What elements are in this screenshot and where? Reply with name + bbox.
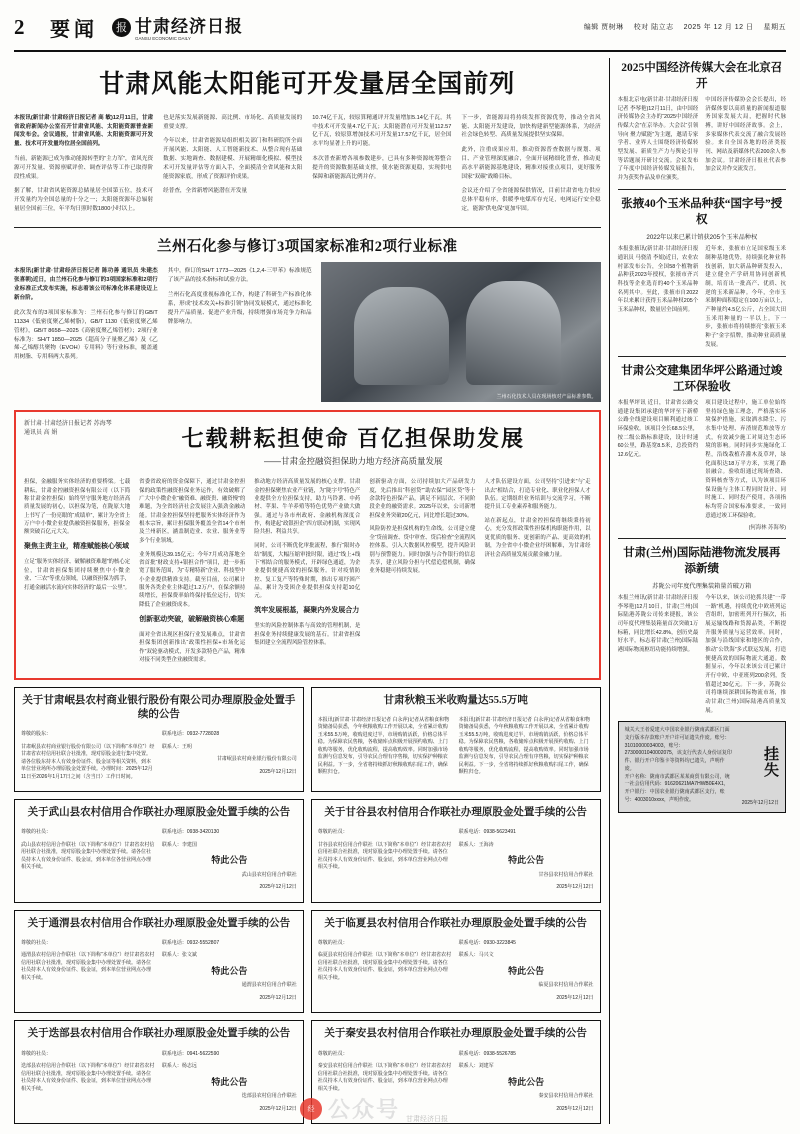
notice-body: 临夏县农村信用合作联社（以下简称“本单位”）经甘肃省农村信用社联合社批准，现对原股金集中办理处置手续。请各位社员持本人有效身份证件、股金证，到本单位营业网点办理相关手续。 — [317, 952, 452, 981]
right-byline: (何海林 苏海琴) — [748, 525, 786, 532]
notice-title: 关于秦安县农村信用合作联社办理原股金处置手续的公告 — [324, 1028, 587, 1040]
notice-body: 甘谷县农村信用合作联社（以下简称“本单位”）经甘肃省农村信用社联合社批准，现对原股金集中办理处置手续。请各位社员持本人有效身份证件、股金证，到本单位营业网点办理相关手续。 — [317, 841, 452, 871]
notice-contact: 联系电话：0938-5526785 — [458, 1050, 516, 1057]
notice-signer: 秦安县农村信用合作联社 — [538, 1093, 594, 1100]
right-body-2: 项目建设过程中，施工单位始终坚持绿色施工理念，严格落实环境保护措施，采取洒水降尘、污水集中处理、弃渣规范堆放等方式，有效减少施工对周边生态环境的影响。同时同步实施绿化工程，沿线栽植乔灌木及草坪，绿化面积达18万平方米，实现了路景融合。验收组通过现场查勘、资料核查等方式，认为该项目环保设施与主体工程同时设计、同时施工、同时投产使用，各项指标均符合国家标准要求，一致同意通过竣工环保验收。 — [705, 400, 786, 519]
lead-paragraph: 10.74亿千瓦，较原算精通评开发量增加5.14亿千瓦，其中技术可开发量4.7亿千瓦；太阳能潜在可开发量112.57亿千瓦，较原算增加技术可开发量17.57亿千瓦，居全国水平均显著上升的可能。 — [312, 114, 452, 148]
lead-paragraph: 此外，注重成果应用，推动资源普查数据与规划、项目、产业管理深度融合，全面开展精细化普查，推动更高水平新能源基地建设，精准对接重点项目，更好服务国家“双碳”战略目标。 — [461, 147, 601, 180]
notice-contact: 联系电话：0932-5552807 — [161, 939, 220, 946]
notice-title: 关于临夏县农村信用合作联社办理原股金处置手续的公告 — [324, 917, 587, 929]
right-article — [618, 364, 786, 531]
divider — [618, 189, 786, 190]
lead-paragraph: 今年以来，甘肃省能源局组织相关部门和科研院所全面开展风能、太阳能、人工智能新技术、从整合现有基础数据、实地调查、数据建模、开展精细化模拟、模型技术可开发量评估等方面入手，全面摸清全省风能和太阳能资源家底，形成了资源评价成果。 — [163, 138, 303, 180]
watermark-logo-icon: 经 — [300, 1098, 322, 1120]
lead-paragraph: 经普查，全省新增风能潜在开发量 — [163, 188, 248, 195]
feature-paragraph: 人才队伍建设方面，公司坚持“引进来”与“走出去”相结合，打造专业化、职业化担保人才队伍。定期组织业务培训与交流学习，不断提升员工专业素养和服务能力。 — [484, 479, 591, 511]
notice-row-3 — [14, 910, 601, 1014]
lead-paragraph: 也是落实发展新能源、高比例、市场化、高质量发展的重要支撑。 — [163, 114, 303, 130]
notice-salutation: 尊敬的社员： — [21, 1050, 52, 1057]
notice-salutation: 尊敬的社员： — [317, 1050, 348, 1057]
watermark — [300, 1093, 448, 1124]
lead-body — [14, 108, 601, 220]
right-subheadline: 2022年以来已累计销获205个玉米品种权 — [646, 234, 758, 242]
notice-cap: 特此公告 — [508, 1076, 545, 1087]
notice-signer: 武山县农村信用合作联社 — [241, 871, 297, 878]
feature-body — [24, 473, 591, 670]
right-body-2: 中国经济传媒协会会长提出，经济媒体要以高质量的新闻报道服务国家发展大局，把握时代脉搏，讲好中国经济故事。会上，多家媒体代表交流了融合发展经验。来自全国各地的经济类报刊、网站及新媒体代表200余人参加会议。甘肃经济日报社代表参加会议并作交流发言。 — [705, 97, 786, 173]
feature-title: 七载耕耘担使命 百亿担保助发展 — [181, 425, 526, 451]
right-body-2: 近年来，张掖市立足国家级玉米制种基地优势，持续强化种业科技创新，加大新品种研发投入，建立健全产学研用协同创新机制，培育出一批高产、优质、抗逆的玉米新品种。今年，全市玉米制种面积稳定在100万亩以上，产种量约4.5亿公斤，占全国大田玉米用种量的一半以上。下一步，张掖市将持续擦亮“张掖玉米种子”金字招牌，推动种业高质量发展。 — [705, 246, 786, 348]
notice-contact-person: 联系人：王海涛 — [458, 841, 494, 848]
notice-title: 关于武山县农村信用合作联社办理原股金处置手续的公告 — [27, 807, 291, 819]
notice-date: 2025年12月12日 — [259, 1105, 297, 1112]
issue-weekday: 星期五 — [763, 24, 786, 31]
masthead-credits — [584, 22, 786, 32]
lead-paragraph: 本次普查新增各项参数建步，已具有多种资源统筹整合提升的资源数据基础支撑，使水能资源更稳，实现供电保障和新能源高比例并存。 — [312, 155, 452, 180]
feature-paragraph: 担保，金融服务实体经济的重要桥梁。七载耕耘，甘肃金控融资担保有限公司（以下简称甘肃金控担保）始终坚守服务地方经济高质量发展的初心，以担保为笔，在陇原大地上书写了一份亮眼的“成绩单”，累计为全省上万户中小微企业提供融资担保服务，担保金额突破百亿元大关。 — [24, 479, 131, 536]
second-paragraph: 本报讯(新甘肃·甘肃经济日报记者 陈功善 通讯员 朱建杰 张喜朝)近日，由兰州石化参与修订的3项国家标准和2项行业标准正式发布实施，标志着该公司标准化体系建设迈上新台阶。 — [14, 268, 158, 302]
second-paragraph: 其中，修订的SH/T 1773—2025《1,2,4-三甲苯》标准规范了该产品的技术指标和试验方法。 — [167, 268, 312, 284]
watermark-text: 公众号 — [328, 1097, 401, 1122]
feature-section-text: 面对全省出现区担保行业发展难点，甘肃省担保集团创新推出“政策性担保+市场化运作”双轮驱动模式，开发多款特色产品，精准对接不同类型企业融资需求。 — [139, 631, 246, 663]
second-paragraph: 此次发布的3项国家标准为：兰州石化参与修订的GB/T 11334《低密度聚乙烯树脂》，GB/T 1130《低密度聚乙烯管材》，GB/T 8658—2025《高密度聚乙烯管材》；2项行业标准为：SH/T 1850—2025《超高分子量聚乙烯》及《乙烯-乙烯醇共聚物（EVOH）专用料》等行业标准，覆盖通用树脂、专用料两大系列。 — [14, 309, 158, 361]
notice-signer: 甘肃岷县农村商业银行股份有限公司 — [216, 756, 297, 763]
page-number: 2 — [14, 14, 25, 39]
feature-article — [14, 410, 601, 680]
proof-credit: 校对 陆立志 — [633, 24, 674, 31]
notice-contact-person: 联系人：王明 — [161, 743, 192, 750]
feature-paragraph: 推动地方经济高质量发展的核心支撑。甘肃金控担保聚焦农业产业链，为“陇字号”特色产业提供全方位担保支持，助力马铃薯、中药材、苹果、牛羊养殖等特色优势产业做大做强。通过与各市州政府、金融机构深度合作，构建起“政银担企”四方联动机制，实现风险共担、利益共享。 — [254, 479, 361, 536]
feature-paragraph: 同时，公司不断优化审批流程，推行“限时办结”制度，大幅压缩审批时限，通过“线上+线下”相结合的服务模式，开辟绿色通道，为企业提供便捷高效的担保服务。针对疫情防控、复工复产等特殊时期，推出专项纾困产品，累计为受困企业提供担保支持超10亿元。 — [254, 543, 361, 600]
notice-contact-person: 联系人：李建国 — [161, 841, 197, 848]
notice-body: 武山县农村信用合作联社（以下简称“本单位”）甘肃省农村信用社联合社批准，现对原股金集中办理处置手续。请各位社员持本人有效身份证件、股金证，到本单位各营业网点办理相关手续。 — [21, 841, 155, 871]
right-headline: 甘肃公交建集团华坪公路通过竣工环保验收 — [621, 365, 783, 393]
notice-salutation: 尊敬的社员： — [21, 829, 52, 836]
feature-paragraph: 站在新起点，甘肃金控担保将继续秉持初心，充分发挥政策性担保机构职能作用，以更优质的服务、更创新的产品、更高效的机制，为全省中小微企业纾困解难，为甘肃经济社会高质量发展贡献金融力量。 — [484, 518, 591, 558]
ad-text-2: 开户名称：陇南市武都区某某商贸有限公司，统一社会信用代码：91620621MA7HWB0E4X1，开户银行：中国农业银行陇南武都区支行，账号：4003010xxxx，声明作废。 — [624, 773, 730, 803]
right-body: 本报华坪讯 近日，甘肃省公路交通建设集团承建的华坪至下新桥公路全线建设项目顺利通过竣工环保验收。该项目全长68.5公里，按二级公路标准建设，设计时速60公里，路基宽8.5米，总投资约12.6亿元。 — [617, 400, 699, 459]
feature-subtitle: ——甘肃金控融资担保助力地方经济高质量发展 — [264, 455, 443, 466]
notice-row-2 — [14, 799, 601, 903]
right-body: 本报张掖讯(新甘肃·甘肃经济日报通讯员 马骁清 李娟)近日，农业农村部发布公告，全国58个植物新品种获2023年授权，张掖市齐兴科技等企业选育的40个玉米品种名列其中。至此，张掖市自2022年以来累计获得玉米品种权205个玉米品种权，数量居全国前列。 — [617, 246, 699, 313]
feature-paragraph: 风险防控是担保机构的生命线。公司建立健全“贷前调查、贷中审查、贷后检查”全流程风控体系，引入大数据风控模型，提升风险识别与预警能力。同时加强与合作银行的信息共享，建立风险分担与代偿追偿机制，确保业务稳健可持续发展。 — [369, 526, 476, 575]
ad-date: 2025年12月12日 — [741, 800, 779, 807]
notice-salutation: 尊敬的社员： — [317, 829, 348, 836]
notice-card — [14, 687, 304, 792]
lead-paragraph: 本报讯(新甘肃·甘肃经济日报记者 高 敏)12月11日，甘肃省政府新闻办公室召开甘肃省风能、太阳能资源普查新闻发布会。会议通报，甘肃省风能、太阳能资源可开发量、技术可开发量均位居全国前列。 — [14, 114, 154, 148]
paper-name: 甘肃经济日报 — [135, 17, 243, 37]
article-photo — [321, 262, 601, 402]
notice-title: 关于甘肃岷县农村商业银行股份有限公司办理原股金处置手续的公告 — [22, 694, 296, 720]
watermark-small-text: 甘肃经济日报 — [406, 1116, 449, 1123]
right-article — [618, 546, 786, 715]
divider — [618, 356, 786, 357]
issue-date: 2025 年 12 月 12 日 — [683, 24, 754, 31]
notice-title: 关于通渭县农村信用合作联社办理原股金处置手续的公告 — [27, 917, 291, 929]
feature-paragraph: 创新驱动方面，公司持续加大产品研发力度，先后推出“科创贷”“助农保”“园区贷”等十余款特色担保产品，满足不同层次、不同阶段企业的融资需求。2025年以来，公司新增担保业务突破20亿元，同比增长超过30%。 — [369, 479, 476, 519]
second-paragraph: 兰州石化高度重视标准化工作，构建了科研生产标准化体系，形成“技术攻关+标准引领”协同发展模式，通过标准化提升产品质量、促进产业升级，持续增强市场竞争力和品牌影响力。 — [167, 291, 312, 325]
notice-signer: 通渭县农村信用合作联社 — [241, 982, 297, 989]
grain-article — [311, 687, 601, 792]
ad-char-1: 挂 — [763, 747, 779, 764]
notice-date: 2025年12月12日 — [259, 994, 297, 1001]
notice-title: 关于迭部县农村信用合作联社办理原股金处置手续的公告 — [27, 1028, 291, 1040]
right-headline: 张掖40个玉米品种获“国字号”授权 — [621, 198, 783, 226]
lost-notice-ad — [618, 721, 786, 813]
grain-body: 本报讯(新甘肃·甘肃经济日报记者 白永萍)记者从省粮食和物资储备局获悉，今年秋粮收购工作开展以来，全省累计收购玉米55.5万吨，收购进度过半，市场购销活跃，价格总体平稳。为保障农民售粮，各收储库点积极开展预约收购、上门收购等服务，优化收购流程，提高收购效率。同时加强市场监测与信息发布，引导农民合理有序售粮，切实保护种粮农民利益。下一步，全省将持续抓好秋粮收购扫尾工作，确保颗粒归仓。 — [317, 716, 450, 776]
notice-body: 迭部县农村信用合作联社（以下简称“本单位”）经甘肃省农村信用社联合社批准，现对原股金集中办理处置手续。请各位社员持本人有效身份证件、股金证，到本单位营业网点办理相关手续。 — [21, 1063, 155, 1092]
notice-cap: 特此公告 — [211, 965, 248, 976]
feature-section-text: 立足“服务实体经济、破解融资难题”的核心定位，甘肃省担保集团持续聚焦中小微企业、“三农”等重点领域，以融资担保为抓手，打通金融活水流向实体经济的“最后一公里”。 — [24, 559, 131, 591]
notice-signer: 迭部县农村信用合作联社 — [241, 1093, 297, 1100]
notice-body: 甘肃岷县农村商业银行股份有限公司（以下简称“本单位”）经甘肃省农村信用社联合社批准，现对原股金进行集中处置。请各位股东持本人有效身份证件、股金证等相关资料，到本单位营业场所办理原股金处置手续。办理时间：2025年12月11日至2026年1月17日之间（含当日）工作日时间。 — [21, 743, 155, 780]
grain-body-2: 本报讯(新甘肃·甘肃经济日报记者 白永萍)记者从省粮食和物资储备局获悉，今年秋粮收购工作开展以来，全省累计收购玉米55.5万吨，收购进度过半，市场购销活跃，价格总体平稳。为保障农民售粮，各收储库点积极开展预约收购、上门收购等服务，优化收购流程，提高收购效率。同时加强市场监测与信息发布，引导农民合理有序售粮，切实保护种粮农民利益。下一步，全省将持续抓好秋粮收购扫尾工作，确保颗粒归仓。 — [458, 716, 591, 776]
feature-kicker: 新甘肃·甘肃经济日报记者 苏海琴 — [24, 420, 112, 427]
notice-row-1 — [14, 687, 601, 792]
right-body: 本报兰州讯(新甘肃·甘肃经济日报 李琴艳)12月10日，甘肃(兰州)国际陆港苏陇公司传来捷报，该公司年度代理集装箱量首次突破1万标箱，同比增长42.8%，创历史最好水平，标志着甘肃(兰州)国际陆港国际物流枢纽功能持续增强。 — [617, 595, 699, 654]
feature-section-heading: 聚焦主责主业，精准赋能核心领域 — [24, 543, 129, 551]
notice-date: 2025年12月12日 — [556, 884, 594, 891]
notice-contact: 联系电话：0938-3420130 — [161, 829, 220, 836]
notice-contact-person: 联系人：刘建军 — [458, 1063, 494, 1070]
left-zone — [14, 58, 601, 1124]
notice-date: 2025年12月12日 — [259, 884, 297, 891]
notice-title: 关于甘谷县农村信用合作联社办理原股金处置手续的公告 — [324, 807, 587, 819]
notice-card — [14, 799, 304, 903]
notice-date: 2025年12月12日 — [556, 994, 594, 1001]
ad-text: 城关大王者爱建大中国农业银行陇南武都区门面支行版本存款账户开户许可证遗失作废。账号：31010000034003，账号：27300001040002075，该支行代表人身份证复印件、银行开户印鉴卡等资料均已遗失，声明作废。 — [624, 727, 732, 772]
notice-date: 2025年12月12日 — [259, 768, 297, 775]
right-article — [618, 61, 786, 182]
right-article — [618, 197, 786, 349]
notice-card — [311, 910, 601, 1014]
right-body: 本报北京电(新甘肃·甘肃经济日报记者 李琴艳)12月11日，由中国经济传媒协会主办的“2025中国经济传媒大会”在京举办。大会以“引领导向 聚力赋能”为主题，邀请专家学者、业界人士围绕经济传媒转型发展、新质生产力与舆论引导等话题展开研讨交流。会议发布了年度中国经济传媒发展报告，并为获奖作品及单位颁奖。 — [617, 97, 699, 181]
notice-card — [311, 799, 601, 903]
ad-char-2: 失 — [763, 762, 779, 779]
masthead — [14, 10, 786, 52]
notice-body: 通渭县农村信用合作联社（以下简称“本单位”）经甘肃省农村信用社联合社批准，现对原股金集中办理处置手续。请各位社员持本人有效身份证件、股金证，到本单位营业网点办理相关手续。 — [21, 952, 155, 981]
right-zone — [609, 58, 786, 1124]
lead-paragraph: 据了解，甘肃省风能资源总储量居全国第五位，技术可开发量约为全国总量的十分之一；太阳能资源年总辐射量居全国前三位，年平均日照时数1800小时以上。 — [14, 188, 154, 213]
editor-credit: 编辑 贾树琳 — [583, 24, 624, 31]
notice-contact: 联系电话：0930-3223845 — [458, 939, 516, 946]
feature-section-heading: 创新驱动突破，破解融资核心难题 — [139, 615, 245, 623]
notice-contact-person: 联系人：张文斌 — [161, 952, 197, 959]
right-headline: 甘肃(兰州)国际陆港物流发展再添新绩 — [623, 547, 781, 575]
notice-salutation: 尊敬的社员： — [317, 939, 348, 946]
lead-headline: 甘肃风能太阳能可开发量居全国前列 — [99, 71, 516, 98]
right-subheadline: 苏陇公司年度代理集装箱量首破万箱 — [652, 583, 752, 591]
notice-salutation: 尊敬的股东： — [21, 731, 52, 738]
notice-contact: 联系电话：0938-5623491 — [458, 829, 516, 836]
lead-paragraph: 会议还介绍了全省能源保供情况，目前甘肃省电力供应总体平稳有序，供暖季电煤库存充足，电网运行安全稳定，能源“供电保”更加牢固。 — [461, 188, 601, 213]
paper-logo — [112, 12, 243, 42]
feature-section-text: 坚实的风险控制体系与高效的管理机制，是担保业务持续健康发展的基石。甘肃省担保集团建立全流程风险管控体系。 — [254, 623, 361, 647]
notice-cap: 特此公告 — [508, 855, 545, 866]
right-body-2: 今年以来，该公司抢抓共建“一带一路”机遇，持续优化中欧班列运营组织，加密班列开行频次，拓展运输线路和货源品类，不断提升服务质量与运营效率。同时，加强与沿线国家和地区的合作，推动“公铁海”多式联运发展，打造便捷高效的国际物流大通道。数据显示，今年以来该公司已累计开行中欧、中亚班列200余列，货值超过30亿元。下一步，苏陇公司将继续深耕国际物流市场，推动甘肃(兰州)国际陆港高质量发展。 — [705, 595, 786, 714]
notice-card — [14, 1020, 304, 1124]
notice-body: 秦安县农村信用合作联社（以下简称“本单位”）经甘肃省农村信用社联合社批准，现对原股金集中办理处置手续。请各位社员持本人有效身份证件、股金证，到本单位营业网点办理相关手续。 — [317, 1063, 452, 1092]
feature-paragraph: 省委省政府的资金保障下，通过甘肃金控担保的政策性融资担保业务运作，有效破解了广大中小微企业“融资难、融资贵、融资慢”的难题，为全省经济社会发展注入强劲金融动能。甘肃金控担保坚持把服务实体经济作为根本宗旨，累计担保服务覆盖全省14个市州及兰州新区，涵盖制造业、农业、服务业等多个行业领域。 — [139, 479, 246, 544]
lead-paragraph: 当前，新能源已成为推动能源转型的“主力军”，省风光资源可开发量、资源禀赋评价、调查评估等工作已取得阶段性成果。 — [14, 155, 154, 180]
divider — [618, 538, 786, 539]
feature-paragraph: 业务规模达39.15亿元；今年7月成功落地全省首批“财政支持+银担合作”项目，进一步拓宽了服务范围，为“专精特新”企业、科技型中小企业提供精准支持。截至目前，公司累计服务各类企业主体超过1.2万户，在保余额持续增长，担保费率始终保持低位运行，切实降低了企业融资成本。 — [139, 551, 246, 608]
notice-signer: 甘谷县农村信用合作联社 — [538, 871, 594, 878]
second-headline: 兰州石化参与修订3项国家标准和2项行业标准 — [157, 238, 458, 255]
right-headline: 2025中国经济传媒大会在北京召开 — [621, 62, 783, 90]
divider — [14, 227, 601, 228]
ad-big-chars — [764, 748, 779, 780]
notice-contact: 联系电话：0932-7728028 — [161, 731, 220, 738]
notice-contact: 联系电话：0941-5622590 — [161, 1050, 220, 1057]
notice-date: 2025年12月12日 — [556, 1105, 594, 1112]
feature-section-heading: 筑牢发展根基，凝聚内外发展合力 — [254, 607, 360, 615]
notice-card — [14, 910, 304, 1014]
notice-salutation: 尊敬的社员： — [21, 939, 52, 946]
notice-contact-person: 联系人：马兴文 — [458, 952, 494, 959]
notice-signer: 临夏县农村信用合作联社 — [538, 982, 594, 989]
logo-icon: 报 — [112, 18, 131, 37]
notice-contact-person: 联系人：杨志远 — [161, 1063, 197, 1070]
lead-paragraph: 下一步，省能源局将持续发挥资源优势，推动全省风能、太阳能开发建设，加快构建新型能源体系，为经济社会绿色转型、高质量发展提供坚实保障。 — [461, 114, 601, 139]
notice-cap: 特此公告 — [211, 855, 248, 866]
second-body — [14, 262, 312, 368]
section-label: 要闻 — [50, 18, 98, 41]
feature-kicker-2: 通讯员 高 娟 — [24, 429, 58, 436]
notice-cap: 特此公告 — [508, 965, 545, 976]
notice-cap: 特此公告 — [211, 1076, 248, 1087]
photo-caption: 兰州石化技术人员在现场核对产品标准参数。 — [496, 393, 597, 400]
grain-headline: 甘肃秋粮玉米收购量达55.5万吨 — [383, 694, 528, 706]
paper-name-sub: GANSU ECONOMIC DAILY — [135, 36, 191, 42]
